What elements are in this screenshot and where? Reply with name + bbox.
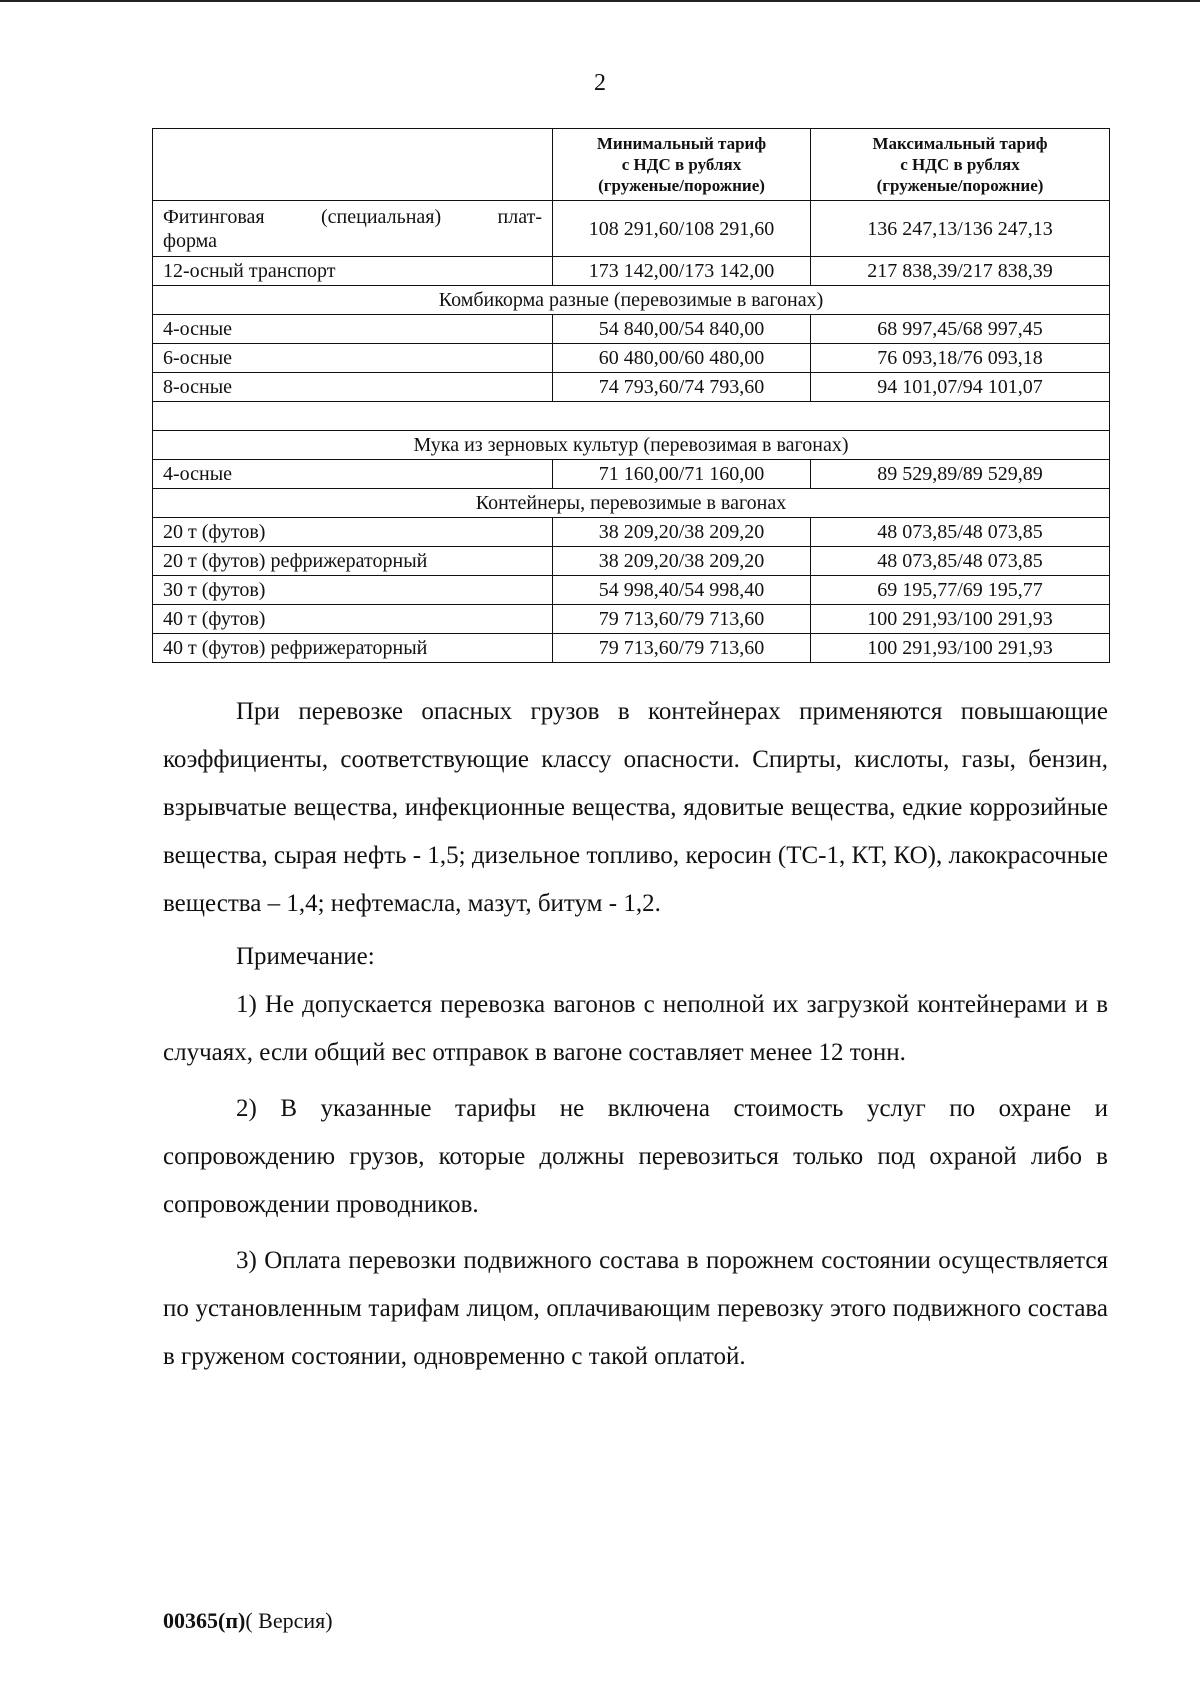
page-number: 2 [594,70,606,96]
note-item-1: 1) Не допускается перевозка вагонов с неполной их загрузкой контейнерами и в случаях, если общий вес отправок в вагоне составляет менее 12 тонн. [163,991,1108,1066]
table-row [153,547,1110,576]
row-min-tariff: 54 840,00/54 840,00 [553,315,811,344]
note-title: Примечание: [236,943,375,970]
row-max-tariff: 48 073,85/48 073,85 [811,518,1110,547]
table-row [153,576,1110,605]
row-name: 4-осные [153,315,553,344]
section-heading: Комбикорма разные (перевозимые в вагонах) [153,286,1110,315]
row-max-tariff: 76 093,18/76 093,18 [811,344,1110,373]
tariff-table [152,128,1110,663]
section-heading: Мука из зерновых культур (перевозимая в вагонах) [153,431,1110,460]
row-name: 20 т (футов) [153,518,553,547]
table-row [153,460,1110,489]
table-row [153,634,1110,663]
table-row [153,315,1110,344]
table-row [153,373,1110,402]
table-row [153,201,1110,257]
table-row [153,344,1110,373]
row-min-tariff: 60 480,00/60 480,00 [553,344,811,373]
row-max-tariff: 89 529,89/89 529,89 [811,460,1110,489]
row-min-tariff: 108 291,60/108 291,60 [553,201,811,257]
document-code: 00365(п) [163,1608,246,1633]
row-min-tariff: 79 713,60/79 713,60 [553,605,811,634]
table-row [153,518,1110,547]
row-max-tariff: 94 101,07/94 101,07 [811,373,1110,402]
row-max-tariff: 136 247,13/136 247,13 [811,201,1110,257]
row-name: 8-осные [153,373,553,402]
section-heading: Контейнеры, перевозимые в вагонах [153,489,1110,518]
row-max-tariff: 217 838,39/217 838,39 [811,257,1110,286]
header-min-line2: с НДС в рублях [621,155,742,174]
row-name-line1 [163,205,542,229]
table-row [153,257,1110,286]
body-text [163,688,1108,1381]
row-max-tariff: 68 997,45/68 997,45 [811,315,1110,344]
row-name-word: плат- [497,205,542,228]
table-section-row [153,431,1110,460]
note-item-2: 2) В указанные тарифы не включена стоимость услуг по охране и сопровождению грузов, которые должны перевозиться только под охраной либо в сопровождении проводников. [163,1095,1108,1218]
row-min-tariff: 74 793,60/74 793,60 [553,373,811,402]
row-name-word: Фитинговая [163,205,265,228]
row-name: 4-осные [153,460,553,489]
header-min-line3: (груженые/порожние) [598,176,765,195]
table-header-row [153,129,1110,201]
header-name-column [153,129,553,201]
row-name-cell [153,201,553,257]
row-max-tariff: 48 073,85/48 073,85 [811,547,1110,576]
header-min-line1: Минимальный тариф [596,134,767,153]
document-version: ( Версия) [245,1608,333,1633]
header-max-line3: (груженые/порожние) [876,176,1044,195]
row-name: 40 т (футов) [153,605,553,634]
row-min-tariff: 38 209,20/38 209,20 [553,518,811,547]
row-name-line2: форма [163,229,218,252]
row-name: 20 т (футов) рефрижераторный [153,547,553,576]
header-max-line2: с НДС в рублях [900,155,1020,174]
row-max-tariff: 69 195,77/69 195,77 [811,576,1110,605]
document-footer [163,1608,333,1634]
note-item-3: 3) Оплата перевозки подвижного состава в порожнем состоянии осуществляется по установленным тарифам лицом, оплачивающим перевозку этого подвижного состава в груженом состоянии, одновременно с такой оплатой. [163,1247,1108,1370]
table-section-row [153,489,1110,518]
row-min-tariff: 54 998,40/54 998,40 [553,576,811,605]
table-empty-row [153,402,1110,431]
header-max-tariff [811,129,1110,201]
row-name: 30 т (футов) [153,576,553,605]
row-min-tariff: 71 160,00/71 160,00 [553,460,811,489]
header-min-tariff [553,129,811,201]
row-max-tariff: 100 291,93/100 291,93 [811,634,1110,663]
row-name: 12-осный транспорт [153,257,553,286]
row-min-tariff: 173 142,00/173 142,00 [553,257,811,286]
row-max-tariff: 100 291,93/100 291,93 [811,605,1110,634]
table-row [153,605,1110,634]
row-name: 6-осные [153,344,553,373]
table-section-row [153,286,1110,315]
hazard-paragraph: При перевозке опасных грузов в контейнерах применяются повышающие коэффициенты, соответствующие классу опасности. Спирты, кислоты, газы, бензин, взрывчатые вещества, инфекционные вещества, ядовитые вещества, едкие коррозийные вещества, сырая нефть - 1,5; дизельное топливо, керосин (ТС-1, КТ, КО), лакокрасочные вещества – 1,4; нефтемасла, мазут, битум - 1,2. [163,698,1108,917]
top-border-line [0,0,1200,2]
empty-cell [153,402,1110,431]
row-name: 40 т (футов) рефрижераторный [153,634,553,663]
row-min-tariff: 79 713,60/79 713,60 [553,634,811,663]
row-name-word: (специальная) [321,205,442,228]
header-max-line1: Максимальный тариф [872,134,1048,153]
row-min-tariff: 38 209,20/38 209,20 [553,547,811,576]
